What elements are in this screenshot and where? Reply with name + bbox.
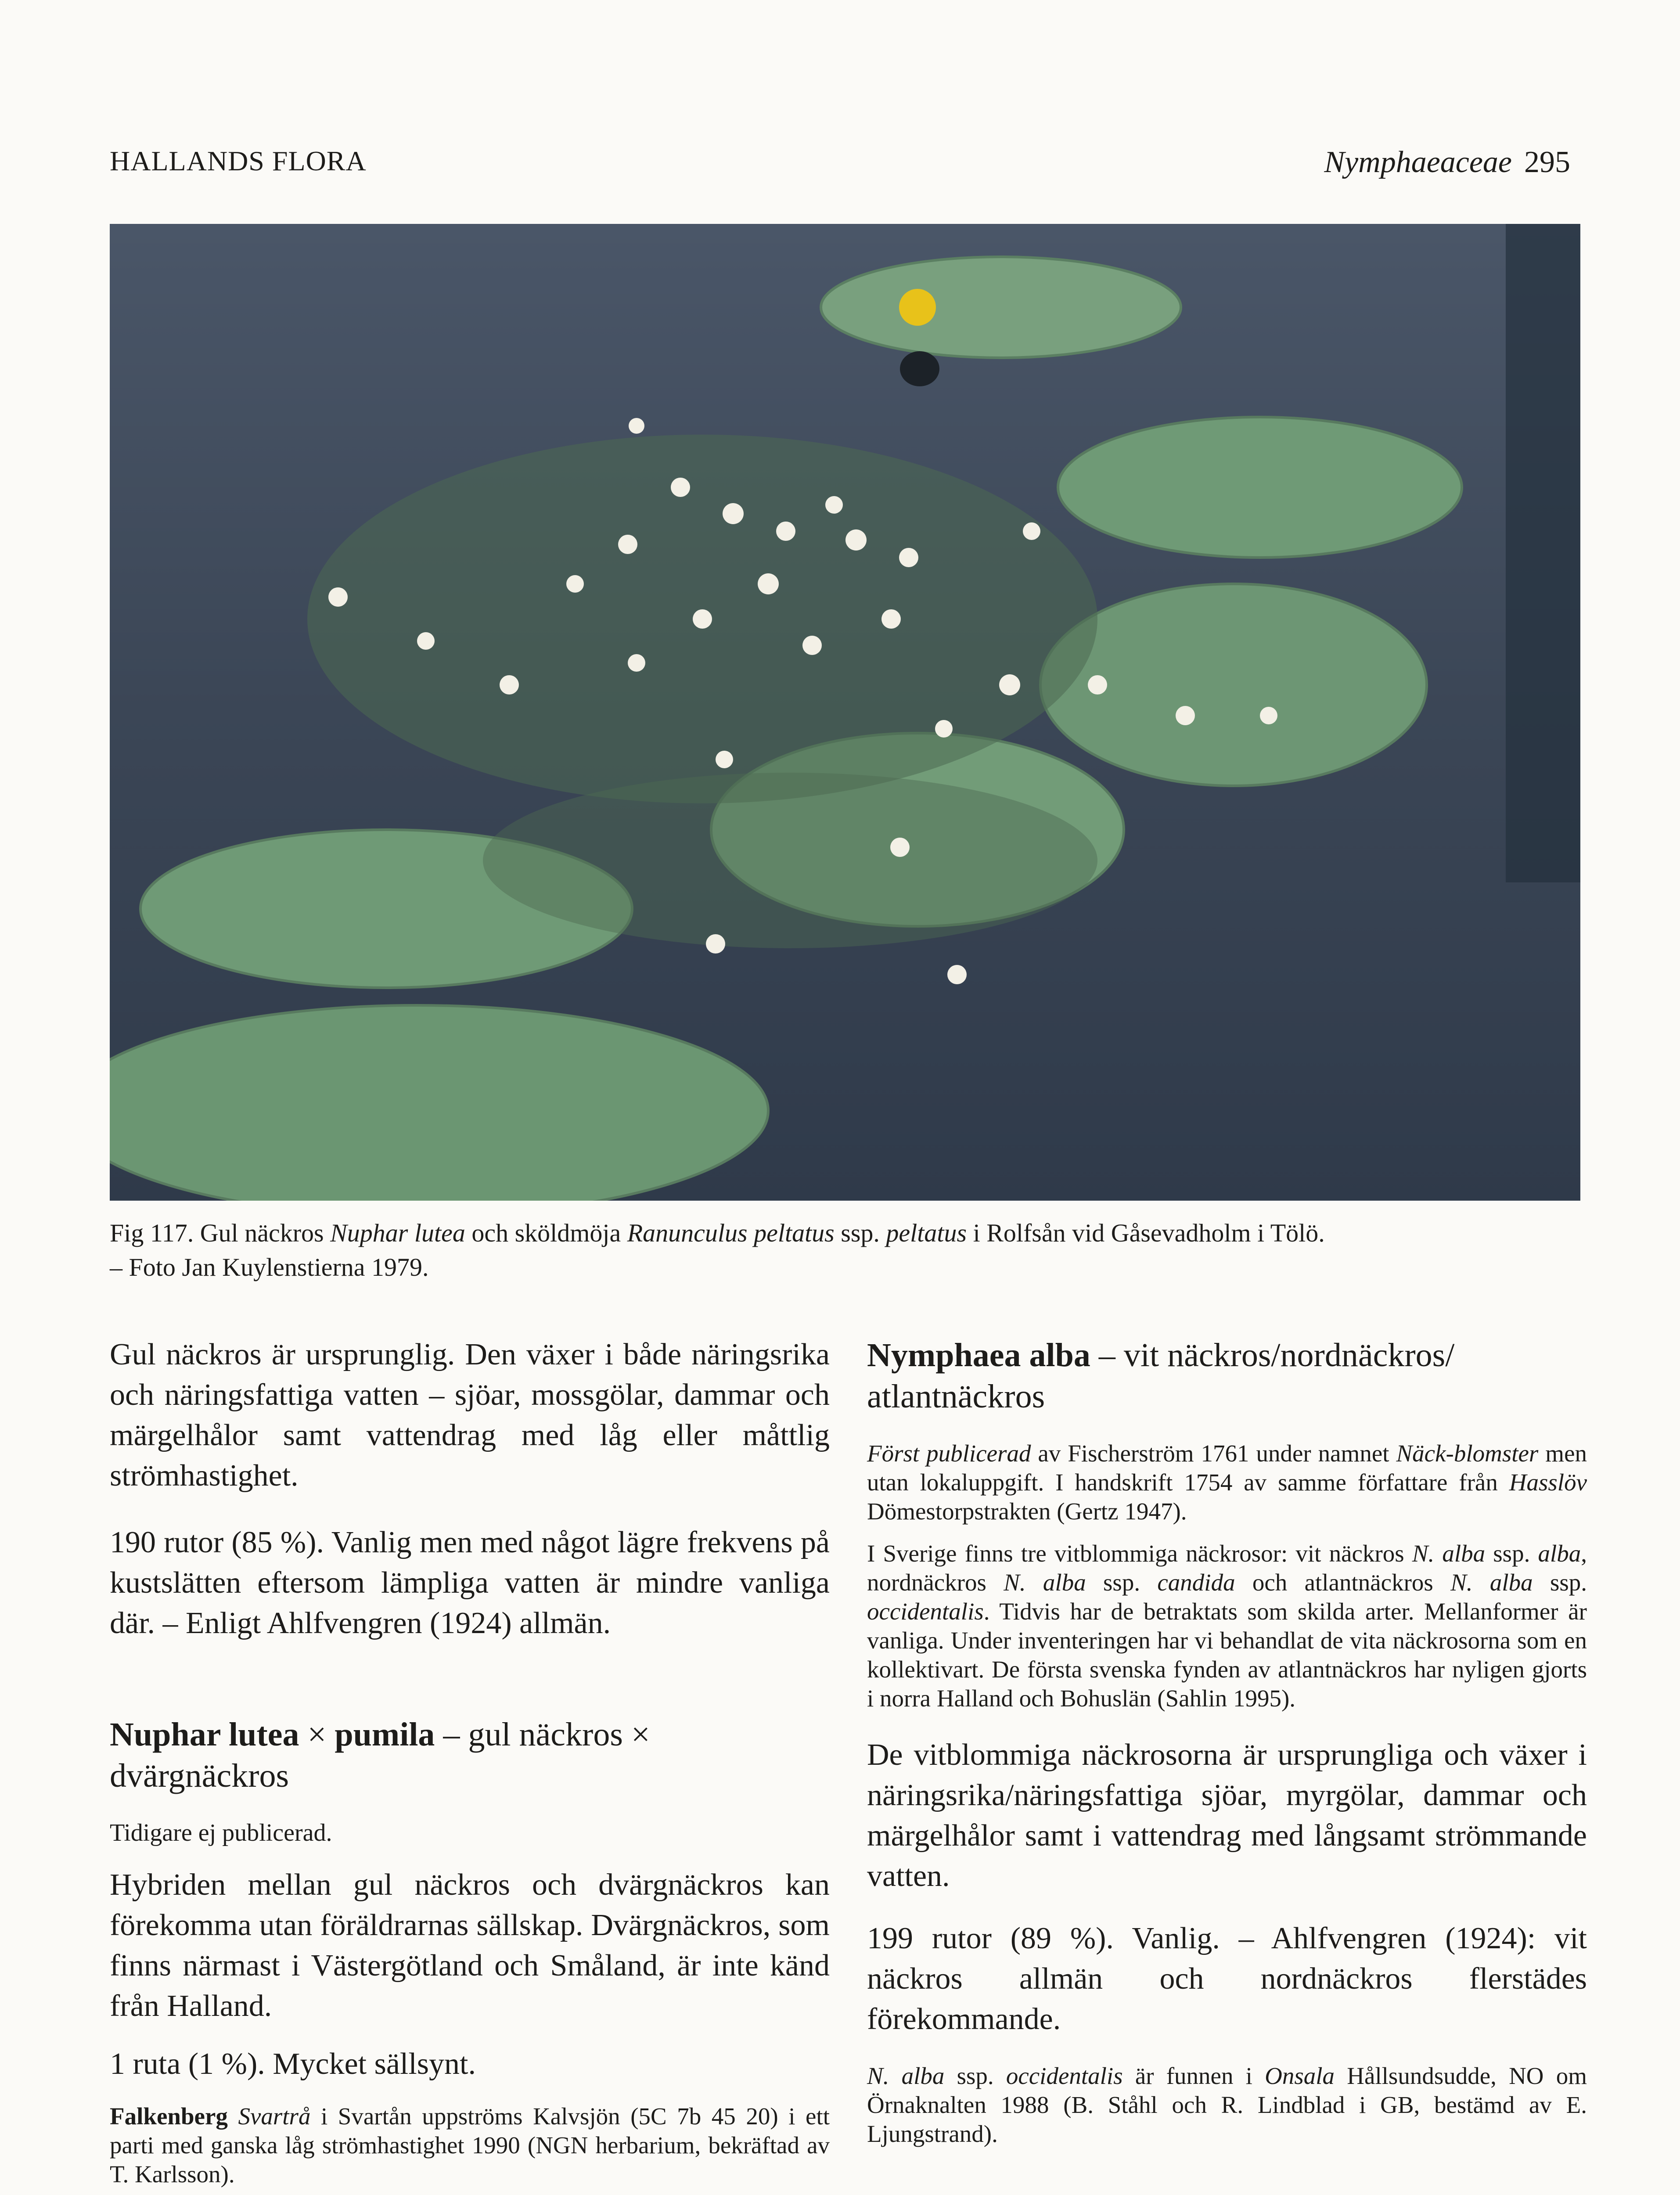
pub-old-name: Näck-blomster bbox=[1396, 1440, 1539, 1467]
hybrid-heading bbox=[110, 1714, 830, 1796]
nuphar-status-paragraph: Gul näckros är ursprunglig. Den växer i både näringsrika och näringsfattiga vatten – sjöar, mossgölar, dammar och märgelhålor samt vattendrag med låg eller måttlig strömhastighet. bbox=[110, 1338, 830, 1493]
record-text: är funnen i bbox=[1122, 2062, 1265, 2089]
caption-text: Fig 117. Gul näckros bbox=[110, 1219, 331, 1247]
hybrid-name: pumila bbox=[335, 1716, 435, 1753]
pub-text: men utan lokaluppgift. I handskrift 1754 av samme författare från bbox=[867, 1440, 1587, 1496]
taxon: occidentalis bbox=[867, 1598, 984, 1625]
hybrid-paragraph: Hybriden mellan gul näckros och dvärgnäckros kan förekomma utan föräldrarnas sällskap. Dvärgnäckros, som finns närmast i Västergötland och Småland, är inte känd från Halland. bbox=[110, 1868, 830, 2023]
swedish-taxa-paragraph bbox=[867, 1539, 1587, 1713]
nuphar-frequency-paragraph: 190 rutor (85 %). Vanlig men med något lägre frekvens på kustslätten eftersom lämpliga vatten är mindre vanliga där. – Enligt Ahlfvengren (1924) allmän. bbox=[110, 1526, 830, 1640]
taxon: candida bbox=[1157, 1569, 1235, 1596]
running-title: HALLANDS FLORA bbox=[110, 145, 367, 176]
caption-credit: – Foto Jan Kuylenstierna 1979. bbox=[110, 1253, 429, 1281]
species-name: Nymphaea alba bbox=[867, 1337, 1090, 1374]
record-text: ssp. bbox=[944, 2062, 1006, 2089]
caption-text: och sköldmöja bbox=[465, 1219, 627, 1247]
photo-illustration bbox=[110, 224, 1580, 1201]
yellow-flower bbox=[899, 289, 936, 326]
page-folio bbox=[1324, 145, 1570, 180]
taxa-text: ssp. bbox=[1533, 1569, 1587, 1596]
photo-water-lilies bbox=[110, 224, 1580, 1201]
taxa-text: , nordnäckros bbox=[867, 1540, 1587, 1596]
hybrid-frequency: 1 ruta (1 %). Mycket sällsynt. bbox=[110, 2047, 476, 2081]
locality-text: i Svartån uppströms Kalvsjön (5C 7b 45 20) i ett parti med ganska låg strömhastighet 1990 (NGN herbarium, bekräftad av T. Karlsson). bbox=[110, 2103, 830, 2188]
lily-pad bbox=[1058, 417, 1462, 558]
locality-parish: Falkenberg bbox=[110, 2103, 228, 2130]
taxon: N. alba bbox=[1004, 1569, 1086, 1596]
hybrid-sign: × bbox=[299, 1716, 335, 1753]
record-parish: Onsala bbox=[1265, 2062, 1335, 2089]
caption-species: Nuphar lutea bbox=[330, 1219, 465, 1247]
right-column bbox=[867, 1335, 1587, 2148]
pub-text: Dömestorpstrakten (Gertz 1947). bbox=[867, 1498, 1187, 1525]
nymphaea-frequency-paragraph: 199 rutor (89 %). Vanlig. – Ahlfvengren (1924): vit näckros allmän och nordnäckros flerstädes förekommande. bbox=[867, 1922, 1587, 2036]
pub-text: av Fischerström 1761 under namnet bbox=[1031, 1440, 1396, 1467]
taxa-text: . Tidvis har de betraktats som skilda arter. Mellanformer är vanliga. Under inventeringen har vi behandlat de vita näckrosorna som en kollektivart. De första svenska fynden av atlantnäckros har nyligen gjorts i norra Halland och Bohuslän (Sahlin 1995). bbox=[867, 1598, 1587, 1712]
taxa-text: och atlantnäckros bbox=[1235, 1569, 1451, 1596]
left-column bbox=[110, 1335, 830, 2189]
running-head bbox=[110, 145, 1570, 189]
hybrid-common-name: – gul näckros × dvärgnäckros bbox=[110, 1716, 650, 1794]
hybrid-name: Nuphar lutea bbox=[110, 1716, 299, 1753]
figure-caption bbox=[110, 1216, 1580, 1285]
flower-reflection bbox=[900, 351, 939, 386]
locality-site: Svartrå bbox=[238, 2103, 311, 2130]
taxa-text: ssp. bbox=[1485, 1540, 1538, 1567]
occidentalis-record bbox=[867, 2062, 1587, 2148]
pub-parish: Hasslöv bbox=[1509, 1469, 1587, 1496]
taxa-text: ssp. bbox=[1086, 1569, 1158, 1596]
taxon: alba bbox=[1538, 1540, 1581, 1567]
lily-pad bbox=[821, 257, 1181, 358]
nymphaea-habitat-paragraph: De vitblommiga näckrosorna är ursprungliga och växer i näringsrika/näringsfattiga sjöar, myrgölar, dammar och märgelhålor samt i vattendrag med långsamt strömmande vatten. bbox=[867, 1738, 1587, 1893]
pub-label: Först publicerad bbox=[867, 1440, 1031, 1467]
taxa-text: I Sverige finns tre vitblommiga näckrosor: vit näckros bbox=[867, 1540, 1412, 1567]
dark-reed-shadow bbox=[1506, 224, 1580, 882]
species-common-names: – vit näckros/nordnäckros/ atlantnäckros bbox=[867, 1337, 1455, 1415]
caption-text: ssp. bbox=[834, 1219, 886, 1247]
record-text: Hållsundsudde, NO om Örnaknalten 1988 (B. Ståhl och R. Lindblad i GB, bestämd av E. Ljungstrand). bbox=[867, 2062, 1587, 2147]
caption-line1 bbox=[110, 1216, 1580, 1250]
family-name: Nymphaeaceae bbox=[1324, 145, 1512, 179]
hybrid-locality bbox=[110, 2102, 830, 2189]
page-number: 295 bbox=[1524, 145, 1570, 179]
caption-text: i Rolfsån vid Gåsevadholm i Tölö. bbox=[967, 1219, 1325, 1247]
hybrid-publication-note: Tidigare ej publicerad. bbox=[110, 1819, 332, 1846]
taxon: N. alba bbox=[1450, 1569, 1533, 1596]
taxon: N. alba bbox=[867, 2062, 945, 2089]
publication-history bbox=[867, 1439, 1587, 1526]
crowfoot-mat bbox=[483, 773, 1097, 948]
taxon: N. alba bbox=[1412, 1540, 1486, 1567]
nymphaea-heading bbox=[867, 1335, 1587, 1417]
caption-species: Ranunculus peltatus bbox=[627, 1219, 835, 1247]
taxon: occidentalis bbox=[1006, 2062, 1123, 2089]
caption-subspecies: peltatus bbox=[886, 1219, 967, 1247]
